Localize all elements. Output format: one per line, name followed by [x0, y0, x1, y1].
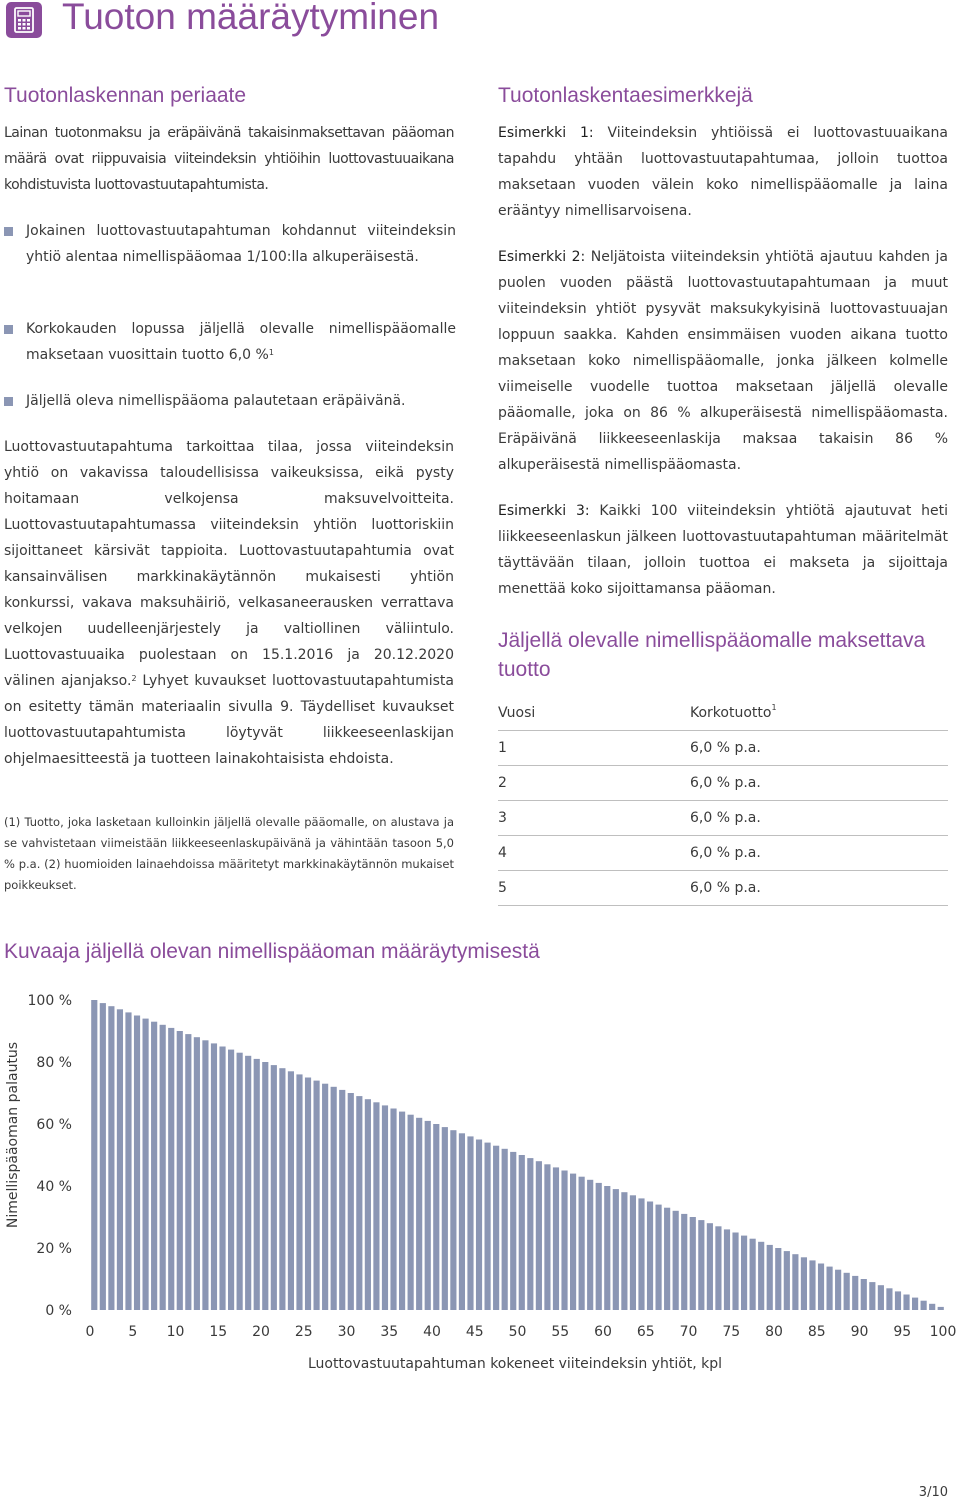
chart-bar — [305, 1078, 311, 1311]
chart-y-label: Nimellispääoman palautus — [5, 1041, 21, 1229]
chart-bar — [476, 1140, 482, 1311]
chart-bar — [587, 1180, 593, 1310]
chart-x-ticks — [86, 1324, 957, 1340]
x-tick-label: 55 — [551, 1324, 570, 1340]
chart-bar — [561, 1171, 567, 1311]
bullet-text: Korkokauden lopussa jäljellä olevalle nimellispääomalle maksetaan vuosittain tuotto 6,0 % — [26, 321, 456, 363]
table-row — [498, 766, 948, 801]
table-header-row — [498, 696, 948, 731]
chart-bar — [348, 1093, 354, 1310]
body-paragraph — [4, 434, 454, 772]
chart-bar — [553, 1167, 559, 1310]
square-bullet-icon — [4, 397, 13, 406]
chart-bar — [219, 1047, 225, 1311]
table-heading: Jäljellä olevalle nimellispääomalle maksettava tuotto — [498, 629, 926, 681]
x-tick-label: 80 — [765, 1324, 783, 1340]
x-tick-label: 5 — [128, 1324, 138, 1340]
x-tick-label: 95 — [893, 1324, 912, 1340]
chart-bar — [425, 1121, 431, 1310]
year-cell: 5 — [498, 871, 690, 906]
table-row — [498, 731, 948, 766]
x-tick-label: 65 — [636, 1324, 655, 1340]
chart-bar — [271, 1065, 277, 1310]
chart-bar — [100, 1003, 106, 1310]
chart-bar — [485, 1143, 491, 1310]
chart-bar — [869, 1282, 875, 1310]
chart-bar — [245, 1056, 251, 1310]
chart-bar — [382, 1105, 388, 1310]
chart-bar — [399, 1112, 405, 1310]
chart-bar — [108, 1006, 114, 1310]
chart-bar — [416, 1118, 422, 1310]
square-bullet-icon — [4, 227, 13, 236]
rate-cell: 6,0 % p.a. — [690, 731, 948, 766]
rate-cell: 6,0 % p.a. — [690, 836, 948, 871]
chart-bar — [160, 1025, 166, 1310]
chart-bar — [921, 1301, 927, 1310]
chart-bar — [903, 1295, 909, 1311]
chart-bar — [758, 1242, 764, 1310]
x-tick-label: 100 — [929, 1324, 957, 1340]
chart-bar — [801, 1257, 807, 1310]
chart-bar — [459, 1133, 465, 1310]
year-cell: 4 — [498, 836, 690, 871]
x-tick-label: 50 — [508, 1324, 527, 1340]
y-tick-label: 40 % — [36, 1179, 72, 1195]
table-row — [498, 836, 948, 871]
footnote-ref: 1 — [771, 703, 777, 712]
chart-bar — [177, 1031, 183, 1310]
chart-bar — [724, 1229, 730, 1310]
chart-bar — [938, 1307, 944, 1310]
table-row — [498, 801, 948, 836]
chart-bar — [827, 1267, 833, 1310]
y-tick-label: 20 % — [36, 1241, 72, 1257]
chart-bar — [750, 1239, 756, 1310]
chart-bar — [638, 1198, 644, 1310]
chart-bar — [715, 1226, 721, 1310]
chart-bar — [596, 1183, 602, 1310]
rate-cell: 6,0 % p.a. — [690, 801, 948, 836]
chart-bar — [818, 1264, 824, 1311]
chart-y-ticks — [28, 993, 72, 1319]
chart-bar — [314, 1081, 320, 1310]
chart-bar — [442, 1127, 448, 1310]
x-tick-label: 20 — [252, 1324, 270, 1340]
y-tick-label: 0 % — [45, 1303, 72, 1319]
chart-bar — [664, 1208, 670, 1310]
footnote-ref: 2 — [131, 674, 137, 683]
chart-bar — [262, 1062, 268, 1310]
example-label: Esimerkki 3: — [498, 503, 590, 519]
chart-bar — [151, 1022, 157, 1310]
example-text: Kaikki 100 viiteindeksin yhtiötä ajautuvat heti liikkeeseenlaskun jälkeen luottovastuutapahtuman määritelmät täyttävään tilaan, jolloin tuottoa ei makseta ja sijoittaja menettää koko sijoittamansa pääoman. — [498, 503, 949, 597]
chart-x-label: Luottovastuutapahtuman kokeneet viiteindeksin yhtiöt, kpl — [307, 1356, 723, 1372]
chart-bar — [741, 1236, 747, 1310]
chart-bar — [519, 1155, 525, 1310]
example-label: Esimerkki 2: — [498, 249, 586, 265]
body-text-b: Lyhyet kuvaukset luottovastuutapahtumista on esitetty tämän materiaalin sivulla 9. Täydelliset kuvaukset luottovastuutapahtumista löytyvät liikkeeseenlaskijan ohjelmaesitteestä ja tuotteen lainakohtaisista ehdoista. — [4, 673, 454, 767]
x-tick-label: 70 — [679, 1324, 698, 1340]
list-item — [4, 316, 456, 368]
chart-bar — [767, 1245, 773, 1310]
right-heading: Tuotonlaskentaesimerkkejä — [498, 84, 753, 107]
chart-bar — [502, 1149, 508, 1310]
chart-bar — [886, 1288, 892, 1310]
chart-bar — [288, 1071, 294, 1310]
footnote-ref: 1 — [268, 348, 274, 357]
chart-bar — [254, 1059, 260, 1310]
chart-bar — [228, 1050, 234, 1310]
example-2 — [498, 244, 948, 478]
chart-bar — [929, 1304, 935, 1310]
chart-bar — [707, 1223, 713, 1310]
chart-bar — [835, 1270, 841, 1310]
chart-bar — [732, 1233, 738, 1311]
chart-bar — [570, 1174, 576, 1310]
chart-bar — [681, 1214, 687, 1310]
chart-bar — [604, 1186, 610, 1310]
year-cell: 2 — [498, 766, 690, 801]
chart-bar — [698, 1220, 704, 1310]
principal-chart — [0, 980, 960, 1380]
chart-bar — [365, 1099, 371, 1310]
square-bullet-icon — [4, 325, 13, 334]
y-tick-label: 60 % — [36, 1117, 72, 1133]
chart-bar — [673, 1211, 679, 1310]
chart-bar — [613, 1189, 619, 1310]
chart-bars — [91, 1000, 944, 1310]
chart-heading: Kuvaaja jäljellä olevan nimellispääoman määräytymisestä — [4, 940, 540, 963]
chart-bar — [194, 1037, 200, 1310]
left-heading: Tuotonlaskennan periaate — [4, 84, 247, 107]
bullet-text: Jäljellä oleva nimellispääoma palautetaan eräpäivänä. — [26, 393, 406, 409]
chart-bar — [844, 1273, 850, 1310]
chart-bar — [143, 1019, 149, 1310]
chart-bar — [339, 1090, 345, 1310]
chart-bar — [356, 1096, 362, 1310]
chart-bar — [450, 1130, 456, 1310]
chart-bar — [895, 1291, 901, 1310]
example-label: Esimerkki 1: — [498, 125, 594, 141]
column-header-wrap — [690, 696, 948, 731]
body-text-a: Luottovastuutapahtuma tarkoittaa tilaa, jossa viiteindeksin yhtiö on vakavissa taloudellisissa vaikeuksissa, eikä pysty hoitamaan velkojensa maksuvelvoitteita. Luottovastuutapahtumassa viiteindeksin yhtiön luottoriskiin sijoittaneet kärsivät tappioita. Luottovastuutapahtumia ovat kansainvälisen markkinakäytännön mukaisesti yhtiön konkurssi, vakava maksuhäiriö, velkasaneerausken verrattava velkojen uudelleenjärjestely ja valtiollinen väliintulo. Luottovastuuaika puolestaan on 15.1.2016 ja 20.12.2020 välinen ajanjakso. — [4, 439, 454, 689]
chart-bar — [861, 1279, 867, 1310]
chart-bar — [433, 1124, 439, 1310]
chart-bar — [912, 1298, 918, 1310]
rate-cell: 6,0 % p.a. — [690, 871, 948, 906]
column-header: Korkotuotto — [690, 705, 772, 721]
chart-bar — [630, 1195, 636, 1310]
chart-bar — [536, 1161, 542, 1310]
column-header: Vuosi — [498, 696, 690, 731]
chart-bar — [690, 1217, 696, 1310]
x-tick-label: 25 — [294, 1324, 313, 1340]
list-item — [4, 218, 456, 270]
chart-bar — [792, 1254, 798, 1310]
list-item — [4, 388, 456, 414]
chart-bar — [408, 1115, 414, 1310]
chart-bar — [527, 1158, 533, 1310]
chart-bar — [647, 1202, 653, 1311]
year-cell: 3 — [498, 801, 690, 836]
chart-bar — [621, 1192, 627, 1310]
x-tick-label: 15 — [209, 1324, 228, 1340]
x-tick-label: 85 — [807, 1324, 826, 1340]
x-tick-label: 35 — [380, 1324, 399, 1340]
chart-bar — [852, 1276, 858, 1310]
chart-bar — [510, 1152, 516, 1310]
chart-bar — [656, 1205, 662, 1310]
chart-bar — [775, 1248, 781, 1310]
chart-bar — [279, 1068, 285, 1310]
chart-bar — [202, 1040, 208, 1310]
x-tick-label: 30 — [337, 1324, 356, 1340]
calculator-icon — [6, 2, 42, 38]
chart-bar — [809, 1260, 815, 1310]
y-tick-label: 100 % — [27, 993, 72, 1009]
example-1 — [498, 120, 948, 224]
chart-bar — [296, 1074, 302, 1310]
chart-bar — [211, 1043, 217, 1310]
chart-bar — [125, 1012, 131, 1310]
x-tick-label: 0 — [85, 1324, 95, 1340]
year-cell: 1 — [498, 731, 690, 766]
example-text: Neljätoista viiteindeksin yhtiötä ajautuu kahden ja puolen vuoden päästä luottovastuutapahtumaan ja muut viiteindeksin yhtiöt pysyvät maksukykyisinä luottovastuuajan loppuun saakka. Kahden ensimmäisen vuoden aikana tuotto maksetaan koko nimellispääomalle, jonka jälkeen kolmelle viimeiselle vuodelle tuottoa maksetaan jäljellä olevalle pääomalle, joka on 86 % alkuperäisestä nimellispääomasta. Eräpäivänä liikkeeseenlaskija maksaa takaisin 86 % alkuperäisestä nimellispääomasta. — [498, 249, 949, 473]
table-row — [498, 871, 948, 906]
chart-bar — [134, 1016, 140, 1311]
x-tick-label: 75 — [722, 1324, 741, 1340]
chart-bar — [322, 1084, 328, 1310]
chart-bar — [878, 1285, 884, 1310]
page-number: 3/10 — [918, 1485, 948, 1500]
chart-bar — [579, 1177, 585, 1310]
intro-paragraph: Lainan tuotonmaksu ja eräpäivänä takaisinmaksettavan pääoman määrä ovat riippuvaisia viiteindeksin yhtiöihin luottovastuuaikana kohdistuvista luottovastuutapahtumista. — [4, 125, 454, 193]
chart-bar — [373, 1102, 379, 1310]
bullet-text-wrap — [26, 316, 456, 368]
example-text: Viiteindeksin yhtiöissä ei luottovastuuaikana tapahdu yhtään luottovastuutapahtumaa, jolloin tuottoa maksetaan vuoden välein koko nimellispääomalle ja laina erääntyy nimellisarvoisena. — [498, 125, 948, 219]
chart-bar — [467, 1136, 473, 1310]
x-tick-label: 90 — [850, 1324, 869, 1340]
chart-bar — [185, 1034, 191, 1310]
x-tick-label: 45 — [465, 1324, 484, 1340]
chart-bar — [331, 1087, 337, 1310]
rates-table — [498, 696, 948, 906]
x-tick-label: 10 — [166, 1324, 185, 1340]
chart-bar — [493, 1146, 499, 1310]
rate-cell: 6,0 % p.a. — [690, 766, 948, 801]
chart-bar — [91, 1000, 97, 1310]
y-tick-label: 80 % — [36, 1055, 72, 1071]
chart-bar — [390, 1109, 396, 1311]
footnote: (1) Tuotto, joka lasketaan kulloinkin jäljellä olevalle pääomalle, on alustava ja se vahvistetaan viimeistään liikkeeseenlaskupäivänä ja vähintään tasoon 5,0 % p.a. (2) huomioiden lainaehdoissa määritetyt markkinakäytännön mukaiset poikkeukset. — [4, 815, 454, 892]
bullet-text: Jokainen luottovastuutapahtuman kohdannut viiteindeksin yhtiö alentaa nimellispääomaa 1/100:lla alkuperäisestä. — [26, 223, 456, 265]
chart-bar — [237, 1053, 243, 1310]
x-tick-label: 60 — [594, 1324, 612, 1340]
x-tick-label: 40 — [423, 1324, 441, 1340]
chart-bar — [168, 1028, 174, 1310]
page-title: Tuoton määräytyminen — [62, 0, 440, 37]
chart-bar — [117, 1009, 123, 1310]
example-3 — [498, 498, 948, 602]
chart-bar — [784, 1251, 790, 1310]
chart-bar — [544, 1164, 550, 1310]
